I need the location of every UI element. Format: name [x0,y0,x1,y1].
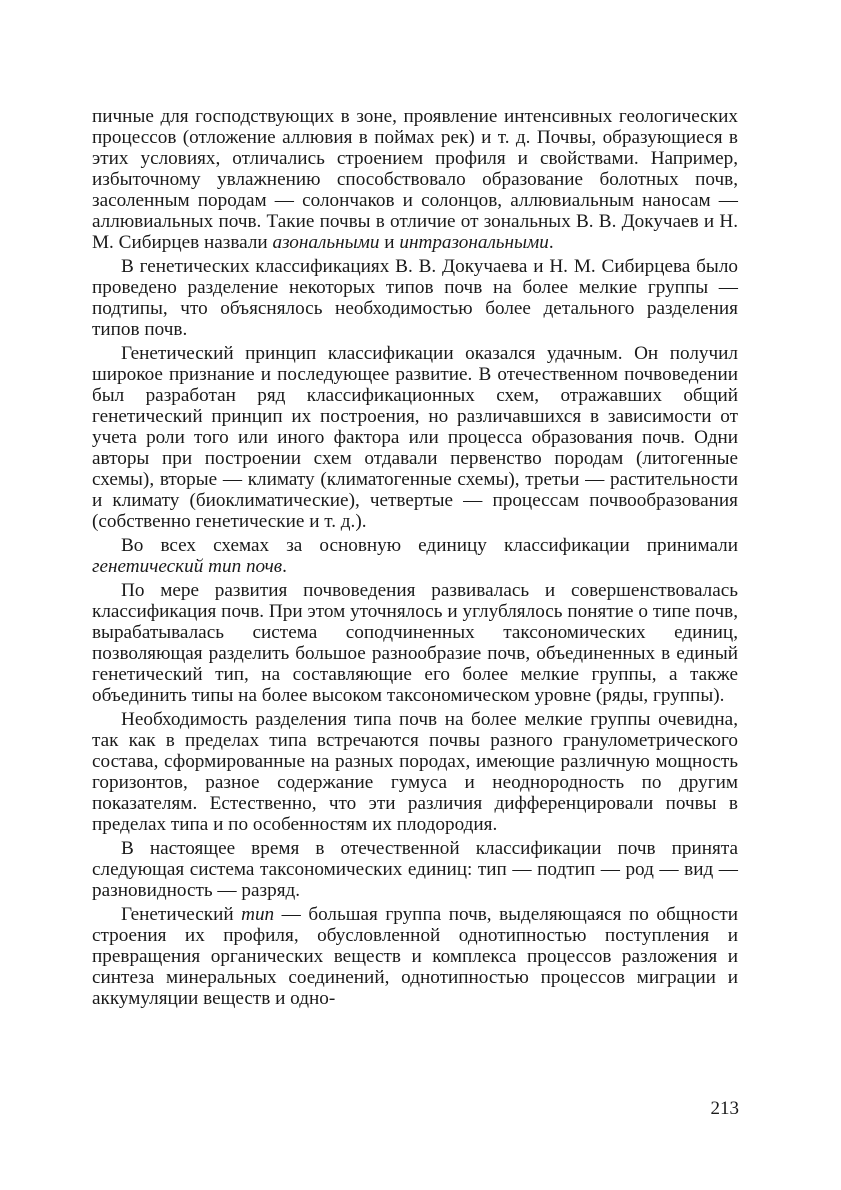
paragraph-2-text: В генетических классификациях В. В. Докучаева и Н. М. Сибирцева было проведено разделение некоторых типов почв на более мелкие группы — подтипы, что объяснялось необходимостью более детального разделения типов почв. [92,256,738,340]
paragraph-3-text: Генетический принцип классификации оказался удачным. Он получил широкое признание и последующее развитие. В отечественном почвоведении был разработан ряд классификационных схем, отражавших общий генетический принцип их построения, но различавшихся в зависимости от учета роли того или иного фактора или процесса образования почв. Одни авторы при построении схем отдавали первенство породам (литогенные схемы), вторые — климату (климатогенные схемы), третьи — растительности и климату (биоклиматические), четвертые — процессам почвообразования (собственно генетические и т. д.). [92,343,738,532]
paragraph-4-text-a: Во всех схемах за основную единицу классификации принимали [121,535,738,556]
paragraph-7-text: В настоящее время в отечественной классификации почв принята следующая система таксономических единиц: тип — подтип — род — вид — разновидность — разряд. [92,838,738,901]
paragraph-8-text-b: — большая группа почв, выделяющаяся по общности строения их профиля, обусловленной однотипностью поступления и превращения органических веществ и комплекса процессов разложения и синтеза минеральных соединений, однотипностью процессов миграции и аккумуляции веществ и одно- [92,904,739,1009]
paragraph-4-italic-genetic-type: генетический тип почв [92,556,283,577]
page-number: 213 [710,1098,739,1119]
paragraph-6 [92,709,738,835]
paragraph-6-text: Необходимость разделения типа почв на более мелкие группы очевидна, так как в пределах типа встречаются почвы разного гранулометрического состава, сформированные на разных породах, имеющие различную мощность горизонтов, разное содержание гумуса и неоднородность по другим показателям. Естественно, что эти различия дифференцировали почвы в пределах типа и по особенностям их плодородия. [92,709,738,835]
paragraph-8-italic-type: тип [241,904,275,925]
paragraph-1-text-a: пичные для господствующих в зоне, проявление интенсивных геологических процессов (отложение аллювия в поймах рек) и т. д. Почвы, образующиеся в этих условиях, отличались строением профиля и свойствами. Например, избыточному увлажнению способствовало образование болотных почв, засоленным породам — солончаков и солонцов, аллювиальным наносам — аллювиальных почв. Такие почвы в отличие от зональных В. В. Докучаев и Н. М. Сибирцев назвали [92,106,738,253]
paragraph-8-text-a: Генетический [121,904,242,925]
paragraph-1-text-b: и [379,232,400,253]
paragraph-7 [92,838,738,901]
paragraph-2 [92,256,738,340]
paragraph-5 [92,580,738,706]
paragraph-8 [92,904,738,1009]
paragraph-4-text-b: . [282,556,287,577]
paragraph-5-text: По мере развития почвоведения развивалась и совершенствовалась классификация почв. При этом уточнялось и углублялось понятие о типе почв, вырабатывалась система соподчиненных таксономических единиц, позволяющая разделить большое разнообразие почв, объединенных в единый генетический тип, на составляющие его более мелкие группы, а также объединить типы на более высоком таксономическом уровне (ряды, группы). [92,580,738,706]
paragraph-4 [92,535,738,577]
page-text-body [92,106,738,1009]
paragraph-1-italic-intrazonal: интразональными [399,232,549,253]
paragraph-1-text-c: . [548,232,554,253]
paragraph-1 [92,106,738,253]
paragraph-1-italic-azonal: азональными [272,232,380,253]
paragraph-3 [92,343,738,532]
